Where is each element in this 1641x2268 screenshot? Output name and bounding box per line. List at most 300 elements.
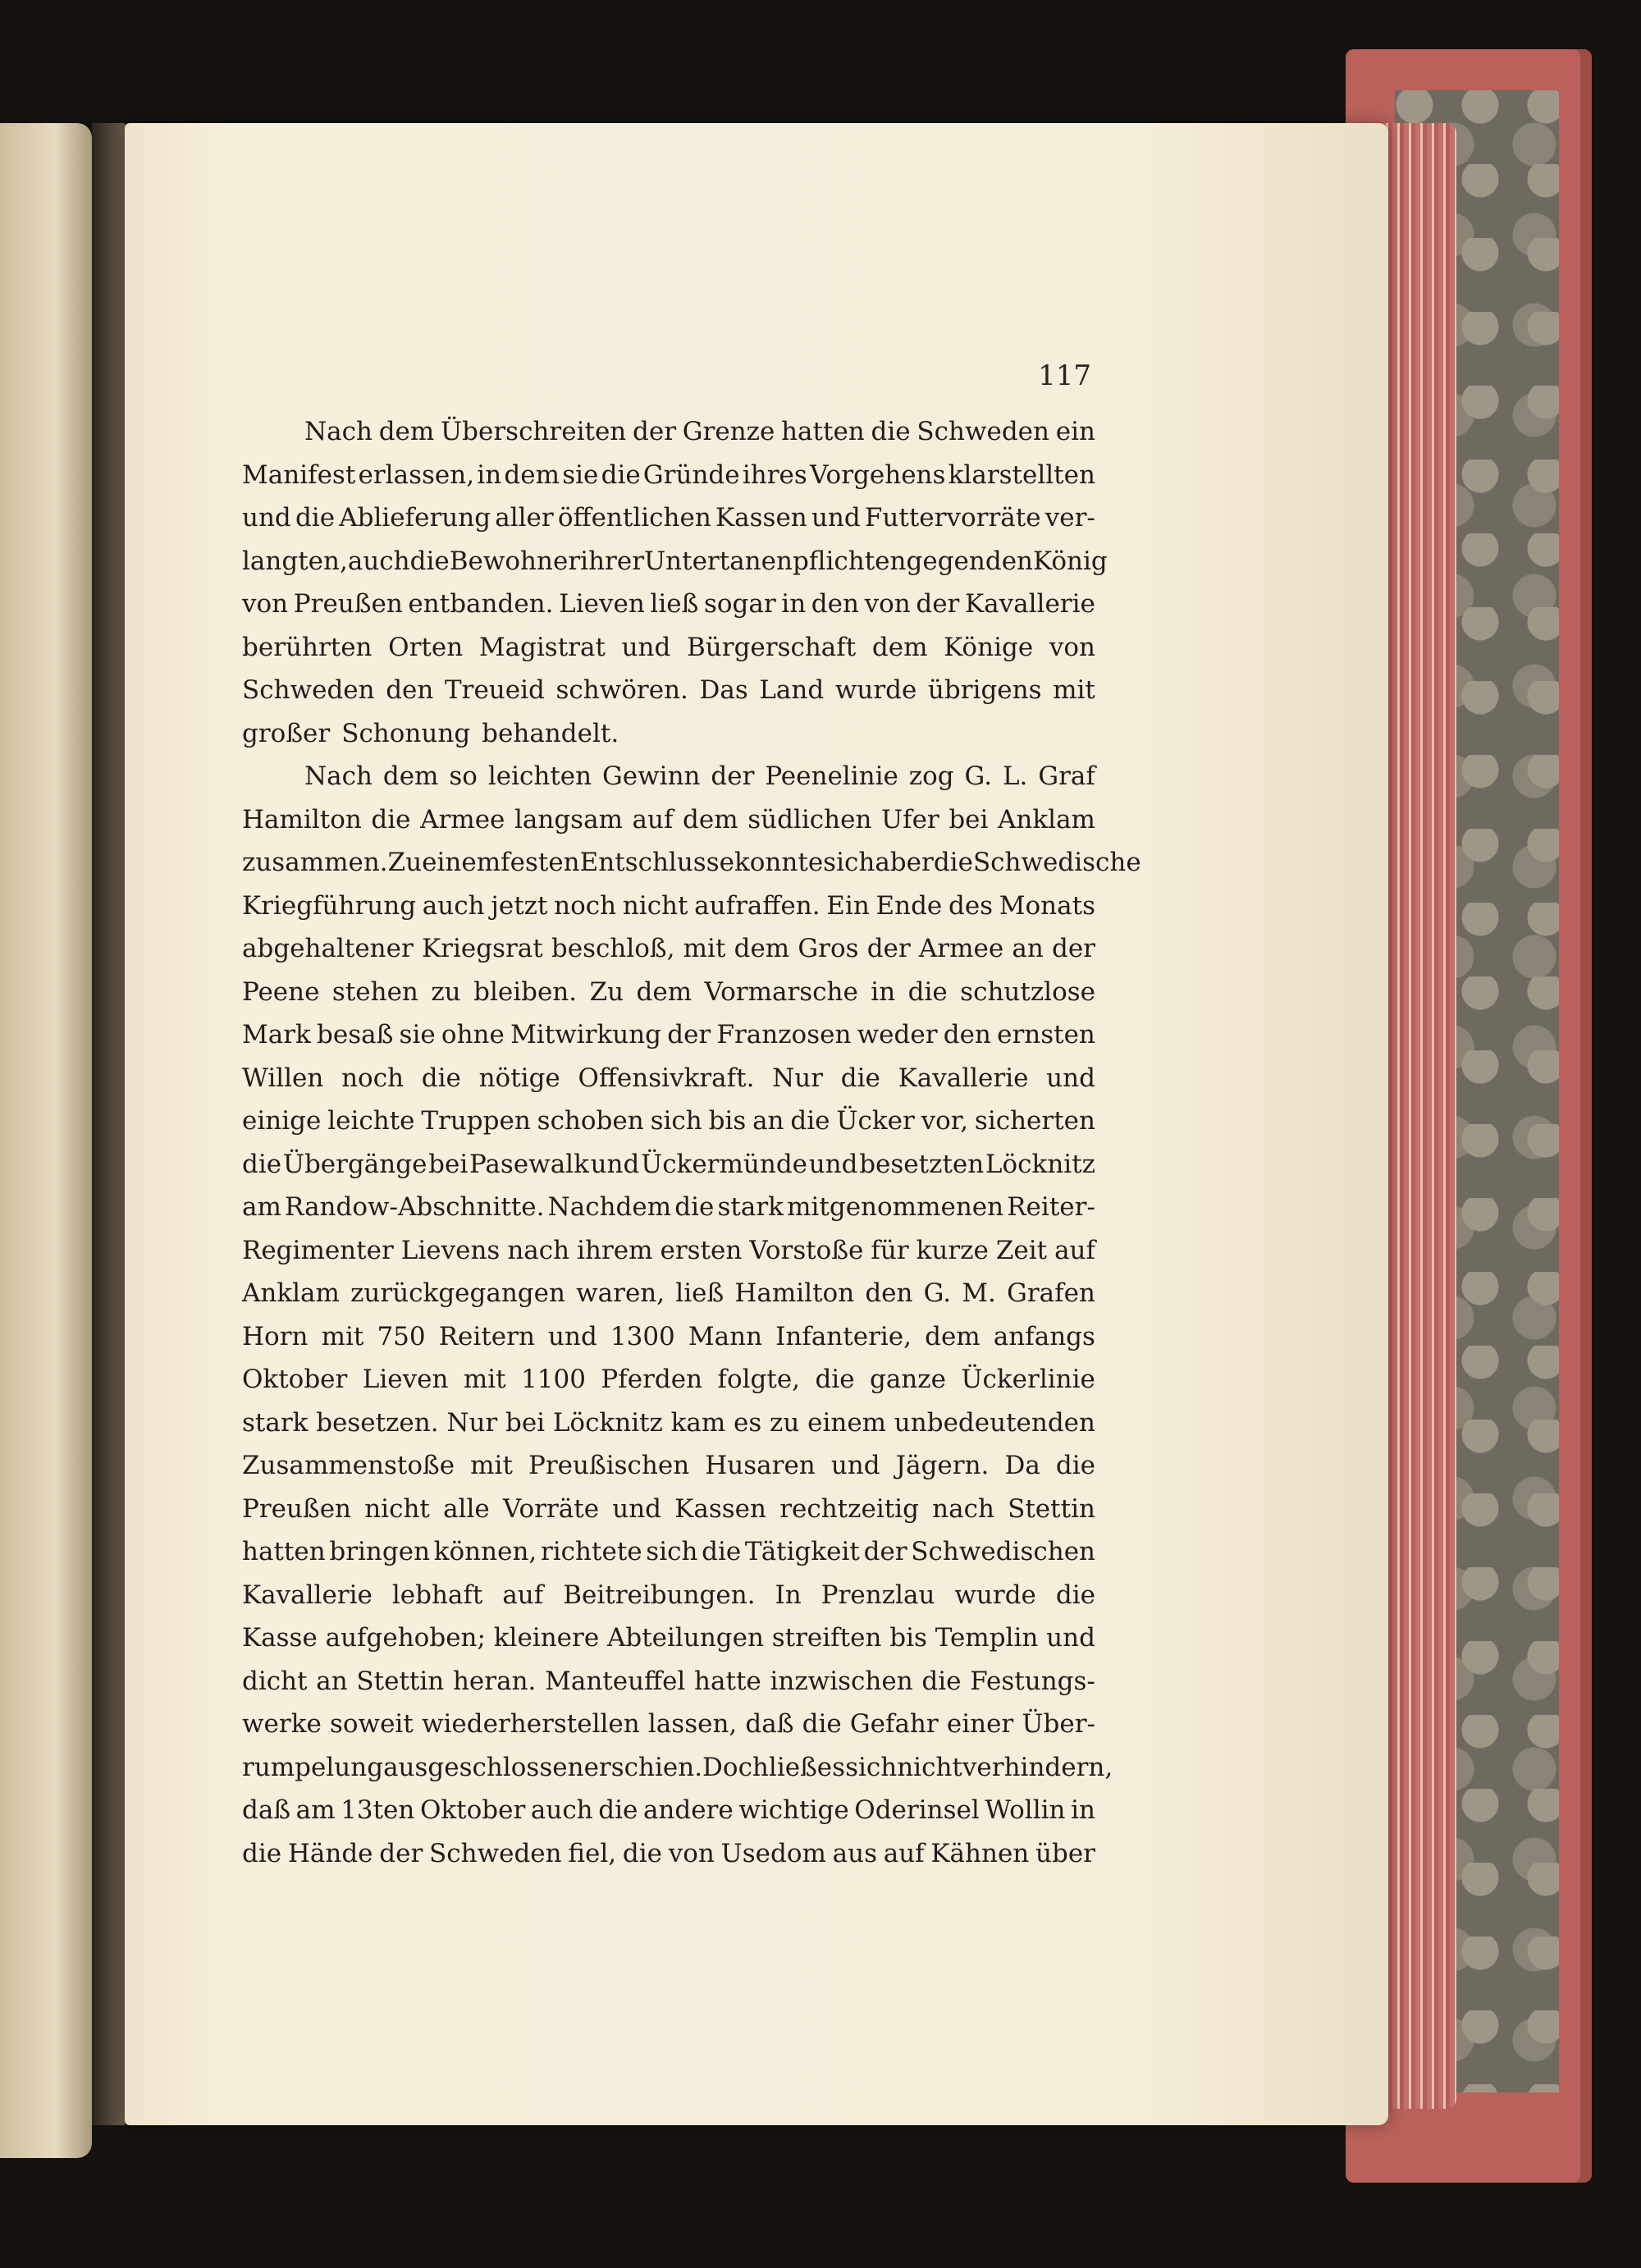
word: sich xyxy=(646,1537,698,1566)
word: von xyxy=(668,1838,715,1868)
word: Festungs- xyxy=(970,1666,1095,1696)
word: Bewohner xyxy=(449,546,581,576)
word: Schwedische xyxy=(972,848,1141,877)
text-line xyxy=(242,496,1095,540)
text-line xyxy=(242,927,1095,971)
word: zusammen. xyxy=(242,848,388,877)
word: langten, xyxy=(242,546,348,576)
word: dem xyxy=(636,976,693,1007)
word: die xyxy=(815,1365,855,1394)
word: Wollin xyxy=(985,1795,1066,1825)
word: Randow-Abschnitte. xyxy=(285,1192,545,1222)
word: sie xyxy=(562,460,599,490)
text-line xyxy=(242,410,1095,454)
word: Kassen xyxy=(715,503,807,533)
word: an xyxy=(1012,934,1044,963)
word: bei xyxy=(505,1407,546,1438)
word: so xyxy=(449,761,478,791)
word: stark xyxy=(717,1192,784,1222)
word: andere xyxy=(642,1795,734,1825)
word: die xyxy=(790,1106,830,1136)
word: am xyxy=(242,1192,281,1222)
word: Futtervorräte xyxy=(864,503,1041,533)
word: Kriegsrat xyxy=(421,934,543,963)
word: Vorstoße xyxy=(749,1235,864,1265)
word: Lievens xyxy=(400,1235,501,1265)
word: Schweden xyxy=(242,675,375,705)
word: Schwedischen xyxy=(911,1537,1095,1566)
word: stark xyxy=(242,1407,309,1438)
word: G. xyxy=(964,761,993,791)
word: Gefahr xyxy=(849,1709,939,1739)
word: Das xyxy=(699,675,748,705)
word: Regimenter xyxy=(242,1235,394,1265)
word: der xyxy=(916,589,960,619)
text-line xyxy=(242,841,1141,885)
word: zurückgegangen xyxy=(350,1278,565,1308)
word: großer xyxy=(242,718,331,748)
word: Ende xyxy=(875,890,943,921)
word: am xyxy=(295,1795,336,1825)
word: einer xyxy=(946,1709,1014,1739)
word: abgehaltener xyxy=(242,934,414,963)
word: Oktober xyxy=(419,1795,526,1825)
word: noch xyxy=(341,1063,405,1093)
word: Schonung xyxy=(341,718,471,748)
word: aller xyxy=(495,503,554,533)
word: den xyxy=(943,1020,991,1049)
word: Grenze xyxy=(682,417,775,446)
word: Truppen xyxy=(421,1106,531,1136)
text-line xyxy=(242,1488,1095,1531)
word: beschloß, xyxy=(551,934,675,963)
text-line xyxy=(242,1186,1095,1229)
word: Ufer xyxy=(880,804,939,834)
word: und xyxy=(548,1321,597,1351)
word: Mark xyxy=(242,1020,311,1049)
word: unbedeutenden xyxy=(894,1407,1095,1438)
word: die xyxy=(871,417,911,446)
word: sich xyxy=(823,848,875,877)
word: einige xyxy=(242,1106,322,1136)
word: der xyxy=(866,934,911,963)
word: Überschreiten xyxy=(441,417,627,446)
word: der xyxy=(633,417,677,446)
word: sich xyxy=(845,1752,898,1782)
word: Ückerlinie xyxy=(961,1365,1095,1394)
word: zu xyxy=(770,1407,800,1438)
word: auch xyxy=(530,1795,593,1825)
word: Zusammenstoße xyxy=(242,1451,455,1480)
word: werke xyxy=(242,1709,322,1739)
word: kam xyxy=(670,1407,726,1438)
word: dicht xyxy=(242,1666,308,1696)
word: auch xyxy=(422,890,485,921)
word: Kasse xyxy=(242,1623,318,1653)
word: Da xyxy=(1004,1451,1040,1480)
word: Bürgerschaft xyxy=(687,632,857,662)
word: Treueid xyxy=(444,675,545,705)
word: rechtzeitig xyxy=(779,1493,919,1524)
text-line xyxy=(242,1444,1095,1488)
text-line xyxy=(242,712,1095,756)
word: Beitreibungen. xyxy=(563,1580,756,1610)
word: Manifest xyxy=(242,460,356,490)
word: des xyxy=(948,890,994,921)
word: in xyxy=(477,460,502,490)
text-line xyxy=(242,626,1095,670)
word: sie xyxy=(399,1020,436,1049)
word: die xyxy=(933,848,973,877)
word: den xyxy=(985,546,1034,576)
text-line xyxy=(242,1100,1095,1143)
word: 750 xyxy=(377,1321,426,1351)
word: Jägern. xyxy=(895,1451,990,1480)
word: Preußen xyxy=(242,1493,352,1524)
word: lassen, xyxy=(647,1709,738,1739)
word: Horn xyxy=(242,1321,309,1351)
word: Reitern xyxy=(438,1321,535,1351)
word: nicht xyxy=(364,1493,430,1524)
text-line xyxy=(242,1013,1095,1057)
word: ernsten xyxy=(997,1020,1095,1049)
word: Lieven xyxy=(559,589,645,619)
word: daß xyxy=(242,1795,291,1825)
word: Vorräte xyxy=(502,1493,600,1524)
word: sogar xyxy=(703,589,776,619)
text-line xyxy=(242,454,1095,497)
word: die xyxy=(421,1063,461,1093)
word: Husaren xyxy=(705,1451,816,1480)
word: Armee xyxy=(918,934,1004,963)
word: Gewinn xyxy=(602,761,701,791)
word: an xyxy=(752,1106,784,1136)
word: die xyxy=(598,1795,638,1825)
word: der xyxy=(379,1838,423,1868)
word: und xyxy=(808,1149,858,1179)
word: Vormarsche xyxy=(704,976,858,1007)
word: Monats xyxy=(999,890,1095,921)
text-line xyxy=(242,1229,1095,1273)
word: die xyxy=(1055,1580,1095,1610)
word: Zeit xyxy=(995,1235,1048,1265)
word: alle xyxy=(443,1493,490,1524)
word: die xyxy=(242,1149,282,1179)
page-number: 117 xyxy=(1038,359,1091,392)
text-line xyxy=(242,1530,1095,1574)
word: ganze xyxy=(869,1365,946,1394)
word: dem xyxy=(382,761,439,791)
word: Könige xyxy=(944,632,1034,662)
word: Armee xyxy=(420,804,505,834)
word: Zu xyxy=(387,848,423,877)
word: bis xyxy=(889,1623,927,1653)
word: schoben xyxy=(537,1106,644,1136)
word: Hände xyxy=(287,1838,373,1868)
word: Peenelinie xyxy=(765,761,898,791)
word: verhindern, xyxy=(962,1752,1113,1782)
word: Prenzlau xyxy=(820,1580,935,1610)
word: der xyxy=(1051,934,1095,963)
word: die xyxy=(409,546,450,576)
word: Übergänge xyxy=(282,1149,427,1179)
word: die xyxy=(242,1838,282,1868)
word: Löcknitz xyxy=(552,1407,663,1438)
word: einem xyxy=(422,848,501,877)
word: Preußen xyxy=(293,589,403,619)
word: konnte xyxy=(734,848,824,877)
word: stehen xyxy=(331,976,418,1007)
word: lebhaft xyxy=(391,1580,483,1610)
word: Nach xyxy=(304,761,373,791)
word: auf xyxy=(1054,1235,1095,1265)
text-line xyxy=(242,755,1095,798)
word: G. xyxy=(923,1278,952,1308)
word: Preußischen xyxy=(528,1451,690,1480)
word: es xyxy=(816,1752,846,1782)
word: streiften xyxy=(771,1623,882,1653)
word: erlassen, xyxy=(358,460,475,490)
text-line xyxy=(242,540,1108,583)
word: 13ten xyxy=(341,1795,415,1825)
word: ihrer xyxy=(580,546,645,576)
word: die xyxy=(921,1666,962,1696)
word: südlichen xyxy=(747,804,872,834)
word: festen xyxy=(501,848,580,877)
word: Mann xyxy=(688,1321,763,1351)
word: Magistrat xyxy=(478,632,606,662)
word: hatten xyxy=(781,417,865,446)
word: die xyxy=(840,1063,880,1093)
word: Graf xyxy=(1038,761,1095,791)
word: und xyxy=(1046,1063,1095,1093)
word: mit xyxy=(1053,675,1095,705)
word: ließ xyxy=(675,1278,725,1308)
word: mitgenommenen xyxy=(787,1192,1004,1222)
word: weder xyxy=(857,1020,938,1049)
text-line xyxy=(242,885,1095,928)
word: bei xyxy=(948,804,989,834)
text-line xyxy=(242,1746,1113,1790)
word: Über- xyxy=(1022,1709,1095,1739)
word: für xyxy=(871,1235,909,1265)
word: Nur xyxy=(772,1063,824,1093)
word: der xyxy=(667,1020,711,1049)
word: behandelt. xyxy=(482,718,619,748)
word: Gründe xyxy=(642,460,740,490)
word: gegen xyxy=(906,546,985,576)
word: dem xyxy=(504,460,560,490)
word: Usedom xyxy=(720,1838,826,1868)
text-line xyxy=(242,1358,1095,1401)
word: Entschlusse xyxy=(579,848,734,877)
word: Orten xyxy=(388,632,464,662)
word: noch xyxy=(554,890,617,921)
word: Gros xyxy=(798,934,859,963)
word: mit xyxy=(321,1321,364,1351)
word: Nur xyxy=(446,1407,498,1438)
word: Schweden xyxy=(916,417,1049,446)
word: heran. xyxy=(452,1666,537,1696)
word: mit xyxy=(463,1365,506,1394)
word: Peene xyxy=(242,976,320,1007)
text-line xyxy=(242,1315,1095,1359)
word: leichten xyxy=(487,761,592,791)
word: Abteilungen xyxy=(606,1623,764,1653)
word: Ablieferung xyxy=(339,503,491,533)
word: ließ xyxy=(650,589,699,619)
word: über xyxy=(1035,1838,1095,1868)
word: Hamilton xyxy=(734,1278,855,1308)
word: in xyxy=(871,976,896,1007)
word: auf xyxy=(632,804,674,834)
word: und xyxy=(830,1451,880,1480)
word: soweit xyxy=(329,1709,414,1739)
word: Hamilton xyxy=(242,804,362,834)
word: dem xyxy=(683,804,738,834)
word: Oktober xyxy=(242,1365,348,1394)
text-line xyxy=(242,669,1095,712)
text-line xyxy=(242,1832,1095,1876)
text-line xyxy=(242,1789,1095,1832)
word: auf xyxy=(502,1580,544,1610)
word: die xyxy=(371,804,411,834)
word: aber xyxy=(875,848,934,877)
word: Ücker xyxy=(836,1106,915,1136)
word: Vorgehens xyxy=(810,460,946,490)
word: Land xyxy=(759,675,825,705)
word: dem xyxy=(871,632,928,662)
word: Kavallerie xyxy=(965,589,1095,619)
word: der xyxy=(711,761,755,791)
word: hatte xyxy=(694,1666,761,1696)
word: können, xyxy=(433,1537,537,1566)
word: Mitwirkung xyxy=(510,1020,662,1049)
word: Ückermünde xyxy=(641,1149,808,1179)
word: es xyxy=(734,1407,762,1438)
word: ließ xyxy=(768,1752,817,1782)
book-gutter xyxy=(92,123,125,2125)
word: in xyxy=(781,589,807,619)
word: Tätigkeit xyxy=(744,1537,860,1566)
word: König xyxy=(1033,546,1108,576)
word: nötige xyxy=(478,1063,560,1093)
word: einem xyxy=(807,1407,887,1438)
word: inzwischen xyxy=(770,1666,913,1696)
word: Templin xyxy=(935,1623,1039,1653)
word: 1300 xyxy=(610,1321,675,1351)
word: und xyxy=(1046,1623,1095,1653)
word: aus xyxy=(832,1838,877,1868)
word: und xyxy=(621,632,671,662)
word: ihrem xyxy=(577,1235,653,1265)
word: die xyxy=(601,460,641,490)
word: kurze xyxy=(916,1235,989,1265)
word: Kavallerie xyxy=(242,1580,373,1610)
text-line xyxy=(242,1703,1095,1746)
text-line xyxy=(242,1574,1095,1617)
word: mit xyxy=(470,1451,513,1480)
word: anfangs xyxy=(993,1321,1095,1351)
word: Untertanenpflichten xyxy=(644,546,907,576)
word: besetzten xyxy=(859,1149,985,1179)
word: und xyxy=(612,1493,662,1524)
word: ver- xyxy=(1044,503,1095,533)
word: ohne xyxy=(441,1020,505,1049)
word: und xyxy=(242,503,291,533)
word: bei xyxy=(428,1149,469,1179)
word: erschien. xyxy=(583,1752,703,1782)
word: hatten xyxy=(242,1537,326,1566)
word: nach xyxy=(932,1493,994,1524)
word: auch xyxy=(347,546,410,576)
word: Offensivkraft. xyxy=(578,1063,755,1093)
word: den xyxy=(865,1278,913,1308)
word: kleinere xyxy=(493,1623,600,1653)
word: sicherten xyxy=(974,1106,1095,1136)
word: und xyxy=(811,503,861,533)
word: zu xyxy=(431,976,461,1007)
word: wichtige xyxy=(738,1795,849,1825)
word: wurde xyxy=(954,1580,1036,1610)
word: die xyxy=(802,1709,842,1739)
word: auf xyxy=(883,1838,925,1868)
word: bleiben. xyxy=(473,976,578,1007)
word: Pferden xyxy=(601,1365,703,1394)
word: dem xyxy=(925,1321,980,1351)
word: den xyxy=(811,589,859,619)
word: von xyxy=(864,589,911,619)
word: In xyxy=(775,1580,802,1610)
word: waren, xyxy=(576,1278,665,1308)
word: richtete xyxy=(540,1537,642,1566)
word: entbanden. xyxy=(408,589,554,619)
word: dem xyxy=(734,934,790,963)
word: L. xyxy=(1002,761,1028,791)
word: die xyxy=(702,1537,742,1566)
word: öffentlichen xyxy=(557,503,711,533)
body-text xyxy=(242,410,1141,1875)
word: aufgehoben; xyxy=(325,1623,486,1653)
text-line xyxy=(242,1616,1095,1660)
word: M. xyxy=(962,1278,996,1308)
word: daß xyxy=(745,1709,794,1739)
left-page-edge xyxy=(0,123,92,2158)
word: von xyxy=(1049,632,1095,662)
word: Anklam xyxy=(242,1278,340,1308)
word: ausgeschlossen xyxy=(383,1752,584,1782)
word: jetzt xyxy=(491,890,548,921)
word: langsam xyxy=(514,804,623,834)
text-line xyxy=(242,1057,1095,1100)
word: Doch xyxy=(702,1752,769,1782)
word: Franzosen xyxy=(716,1020,852,1049)
word: folgte, xyxy=(717,1365,801,1394)
word: besetzen. xyxy=(316,1407,439,1438)
word: rumpelung xyxy=(242,1752,384,1782)
word: Anklam xyxy=(998,804,1095,834)
word: Willen xyxy=(242,1063,324,1093)
word: den xyxy=(386,675,434,705)
word: nach xyxy=(507,1235,570,1265)
word: Kriegführung xyxy=(242,890,417,921)
word: mit xyxy=(683,934,726,963)
word: die xyxy=(622,1838,662,1868)
word: die xyxy=(674,1192,715,1222)
word: ein xyxy=(1055,417,1095,446)
word: der xyxy=(863,1537,907,1566)
word: Kassen xyxy=(674,1493,766,1524)
